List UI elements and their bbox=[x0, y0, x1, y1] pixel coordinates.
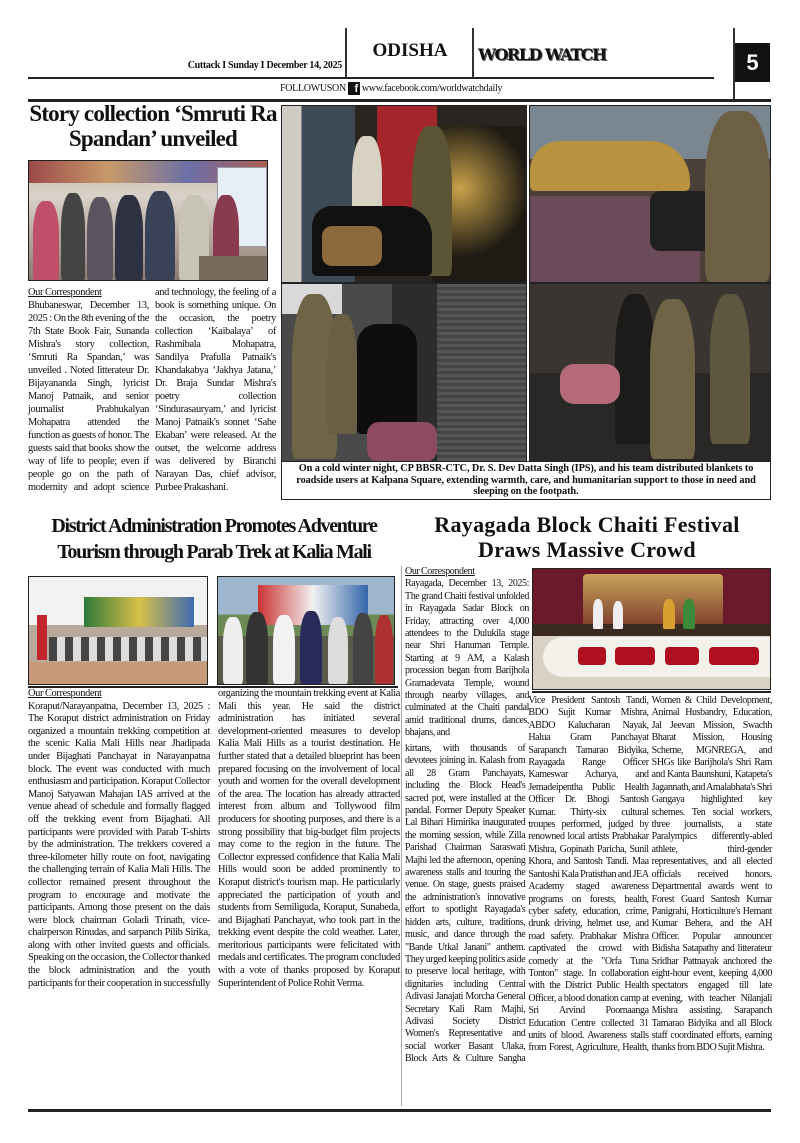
follow-us-line bbox=[280, 82, 502, 95]
story1-byline: Our Correspondent bbox=[28, 287, 102, 298]
photo-caption: On a cold winter night, CP BBSR-CTC, Dr. S. Dev Datta Singh (IPS), and his team distributed blankets to roadside users at Kalpana Square, extending warmth, care, and humanitarian support to those in need and sleeping on the footpath. bbox=[281, 461, 771, 500]
book-launch-photo bbox=[28, 160, 268, 281]
story1-text: Bhubaneswar, December 13, 2025 : On the 8th evening of the 7th State Book Fair, Sunanda Mishra's story collection, ‘Smruti Ra Spandan,’ was unveiled . Noted litterateur Dr. Bijayananda Singh, lyricist Manoj Patnaik, and senior journalist Prabhukalyan Mohapatra attended the function as guests of honor. The guests said that books show the way of life to people; even if people go on the path of modernity and adopt science and technology, the feeling of a book is something unique. On the occasion, the poetry collection ‘Kaibalaya’ of Rashmibala Mohapatra, Sandilya Prafulla Patnaik's Khandakabya ‘Jakhya Jatana,’ Dr. Braja Sundar Mishra's poetry collection ‘Sindurasauryam,’ and lyricist Manoj Patnaik's sonnet ‘Sahe Ekaban’ were released. At the outset, the welcome address was delivered by Biranchi Narayan Das, chief advisor, Purbee Prakashani. bbox=[28, 287, 276, 493]
dateline: Cuttack I Sunday I December 14, 2025 bbox=[187, 60, 342, 71]
story2-body bbox=[28, 688, 400, 990]
story3-text-part2: kirtans, with thousands of devotees joining in. Kalash from all 28 Gram Panchayats, including the Block Head's sacred pot, were installed at the pandal. Former Deputy Speaker Lal Bihari Himirika inaugurated the morning session, while Zilla Parishad Chairman Saraswati Majhi led the afternoon, opening awareness stalls and touring the venue. On stage, guests praised the administration's innovative effort to spotlight Rayagada's hidden arts, culture, traditions, music, and dance through the "Bande Utkal Janani" anthem. They urged keeping politics aside to preserve local heritage, with dignitaries including Central Adivasi Janajati Morcha General Secretary Kali Ram Majhi, Adivasi Society District Women's Representative and social worker Basant Ulaka, Block Arts & Culture Sangha Vice President Santosh Tandi, BDO Sujit Kumar Mishra, ABDO Kalucharan Nayak, Halua Gram Panchayat Sarapanch Tamarao Bidyika, Rayagada Range Officer Kameswar Acharya, and Jemadeipentha Public Health Officer Dr. Bhogi Santosh Kumar. Thirty-six cultural troupes performed, judged by renowned local artists Prabhakar Mishra, Gopinath Paricha, Sunil Khora, and Santosh Tandi. Maa Santoshi Kala Pratisthan and JEA Academy staged awareness programs on forests, health, cyber safety, education, crime, drunk driving, helmet use, and road safety. Prabhakar Mishra captivated the crowd with comedy at the "Orfa Tuna Tonton" stage. In collaboration with the District Public Health Officer, a blood donation camp at Sri Arvind Poornaanga Education Centre collected 31 units of blood. Awareness stalls from Forest, Agriculture, Health, Women & Child Development, Animal Husbandry, Education, Jal Jeevan Mission, Swachh Bharat Mission, Housing Scheme, MGNREGA, and SHGs like Barijhola's Shri Ram and Kanta Baunshuni, Katapeta's Jagannath, and Amalabhata's Shri Gangaya highlighted key schemes. Ten social workers, three journalists, a state Paralympics differently-abled athlete, third-gender representatives, and all elected officials received honors. Departmental awards went to Forest Guard Santosh Kumar Panigrahi, Horticulture's Hemant Kumar Behera, and the AH Officer. Popular announcer Bidisha Satapathy and litterateur Sridhar Pattnayak anchored the eight-hour event, keeping 4,000 spectators engaged till late evening, with teacher Nilanjali Mishra assisting. Sarapanch Tamarao Bidyika and all Block staff coordinated efforts, earning thanks from BDO Sujit Mishra. bbox=[405, 695, 772, 1065]
story3-photo-rule bbox=[532, 691, 771, 693]
story3-headline: Rayagada Block Chaiti Festival Draws Massive Crowd bbox=[434, 512, 740, 562]
story2-text: Koraput/Narayanpatna, December 13, 2025 : The Koraput district administration on Friday organized a mountain trekking competition at the scenic Kalia Mali Hills near Jhadipada under Bijaghati Panchayat in Narayanpatna block. The event was conducted with much enthusiasm and participation. Koraput Collector Manoj Satyawan Mahajan IAS arrived at the venue ahead of schedule and formally flagged off the trekking event from Bijaghati. All participants were provided with Parab T-shirts by the administration. The trekkers covered a three-kilometer hilly route on foot, navigating the challenging terrain of Kalia Mali Hills. The collector remained present throughout the program to encourage and motivate the participants. Among those present on the dais were block chairman Goladi Trinath, vice-chairperson Rinudas, and sarpanch Pilib Sirika, along with other invited guests and officials. Speaking on the occasion, the Collector thanked the block administration and the youth participants for their cooperation in successfully organizing the mountain trekking event at Kalia Mali this year. He said the district administration has initiated several development-oriented measures to develop Kalia Mali Hills as a tourist destination. He further stated that a detailed blueprint has been prepared focusing on the involvement of local youth and women for the overall development of the area. The location has already attracted interest from album and Tollywood film producers for shooting purposes, and there is a strong possibility that big-budget film projects may come to the region in the future. The Collector expressed confidence that Kalia Mali Hills would soon be added prominently to Koraput district's tourism map. He particularly appreciated the participation of youth and students from Semiliguda, Koraput, Sunabeda, and Bijaghati Panchayat, who took part in the trekking event despite the cold weather. Later, meritorious participants were felicitated with medals and certificates. The program concluded with a vote of thanks proposed by Koraput Superintendent of Police Rohit Verma. bbox=[28, 688, 400, 989]
trek-dais-photo bbox=[28, 576, 208, 685]
section-title: ODISHA bbox=[372, 40, 448, 61]
story2-headline: District Administration Promotes Adventure Tourism through Parab Trek at Kalia Mali bbox=[51, 515, 377, 563]
follow-label: FOLLOWUSON bbox=[280, 83, 346, 94]
trek-felicitation-photo bbox=[217, 576, 395, 685]
facebook-link[interactable]: www.facebook.com/worldwatchdaily bbox=[361, 83, 503, 94]
bottom-rule bbox=[28, 1109, 771, 1112]
blanket-photo-3 bbox=[281, 283, 527, 463]
blanket-photo-2 bbox=[529, 105, 771, 283]
facebook-icon: f bbox=[348, 82, 360, 95]
header-divider bbox=[472, 28, 474, 78]
column-divider bbox=[401, 566, 402, 1106]
header-divider bbox=[345, 28, 347, 78]
blanket-photo-1 bbox=[281, 105, 527, 283]
story3-text-part1: Rayagada, December 13, 2025: The grand Chaiti festival unfolded in Rayagada Sadar Block on Friday, attracting over 4,000 attendees to the Dulukila stage near Shri Hanuman Temple. Starting at 9 AM, a Kalash procession began from Barijhola Gramadevata Temple, wound through nearby villages, and culminated at the Chaiti pandal amid traditional drums, dances, bhajans, and bbox=[405, 578, 529, 739]
story3-byline: Our Correspondent bbox=[405, 566, 475, 577]
story1-body bbox=[28, 286, 276, 494]
header-underline bbox=[28, 77, 714, 79]
intro-spacer bbox=[405, 695, 525, 743]
page-number: 5 bbox=[735, 43, 770, 82]
newspaper-logo: WORLD WATCH bbox=[478, 45, 606, 64]
story3-body bbox=[405, 695, 772, 1066]
blanket-photo-4 bbox=[529, 283, 771, 463]
chaiti-festival-photo bbox=[532, 568, 771, 690]
story2-byline: Our Correspondent bbox=[28, 688, 102, 699]
story1-headline: Story collection ‘Smruti Ra Spandan’ unveiled bbox=[29, 101, 277, 151]
